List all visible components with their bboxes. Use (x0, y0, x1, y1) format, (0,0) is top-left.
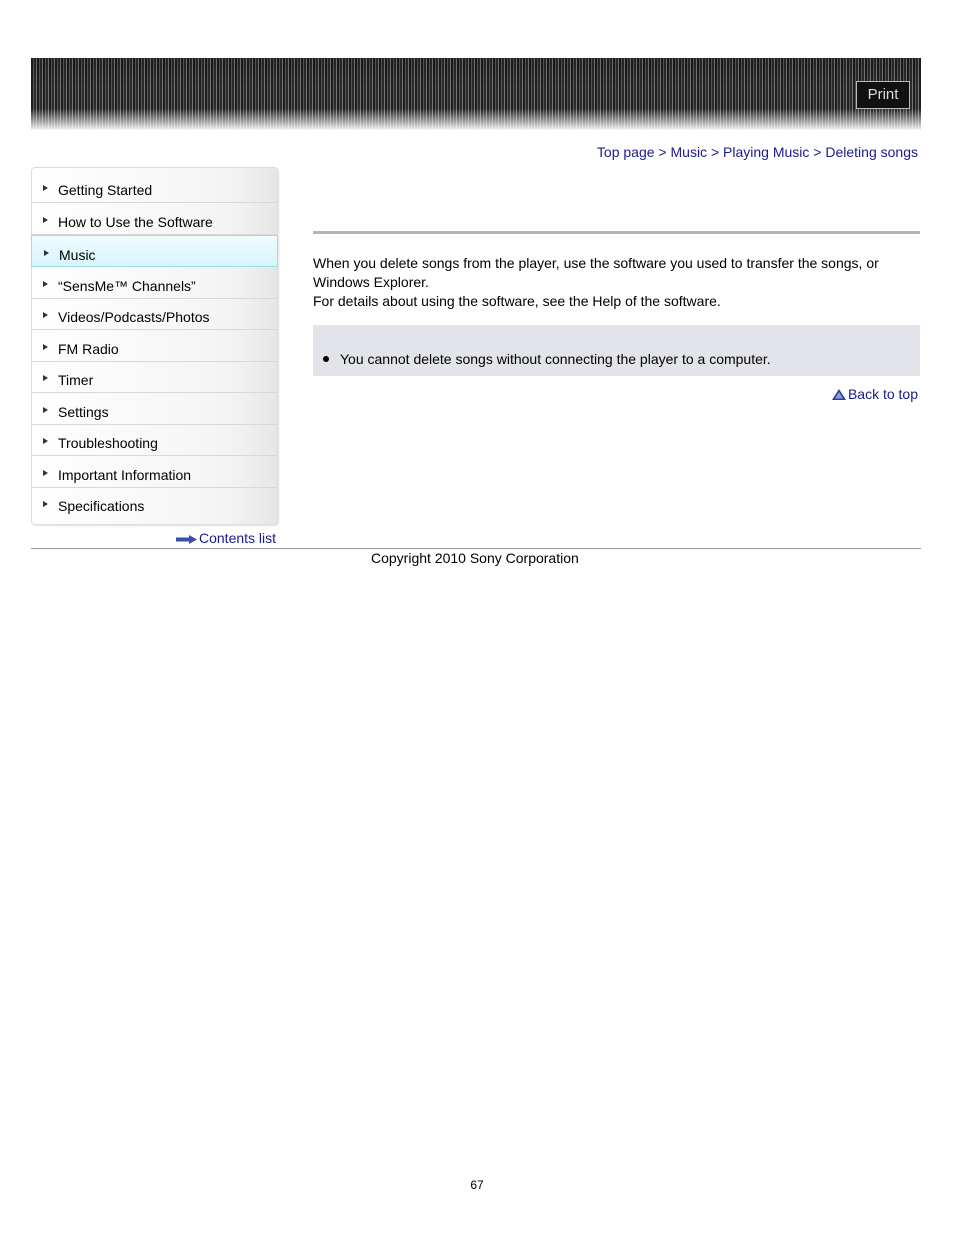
page-number: 67 (470, 1178, 484, 1192)
sidebar-item-label: FM Radio (58, 341, 119, 357)
triangle-right-icon (43, 501, 48, 507)
breadcrumb (597, 144, 918, 160)
sidebar-item-important-information[interactable] (32, 456, 277, 488)
note-box (313, 325, 920, 376)
back-to-top-label: Back to top (847, 386, 918, 402)
sidebar-item-fm-radio[interactable] (32, 330, 277, 362)
sidebar-item-label: Timer (58, 372, 94, 388)
sidebar-item-label: “SensMe™ Channels” (58, 278, 196, 294)
triangle-right-icon (43, 344, 48, 350)
sidebar-item-label: Specifications (58, 498, 145, 514)
triangle-right-icon (44, 250, 49, 256)
breadcrumb-separator: > (710, 144, 720, 160)
copyright-text: Copyright 2010 Sony Corporation (371, 550, 579, 566)
sidebar-item-label: Videos/Podcasts/Photos (58, 309, 210, 325)
note-item: You cannot delete songs without connecting the player to a computer. (340, 351, 771, 367)
sidebar-item-label: Getting Started (58, 182, 153, 198)
breadcrumb-separator: > (658, 144, 667, 160)
triangle-up-icon (832, 389, 846, 400)
breadcrumb-separator: > (813, 144, 822, 160)
breadcrumb-top-page[interactable]: Top page (596, 144, 655, 160)
triangle-right-icon (43, 438, 48, 444)
back-to-top-link[interactable] (832, 386, 918, 402)
main-body (313, 254, 920, 311)
body-paragraph: When you delete songs from the player, use the software you used to transfer the songs, or Windows Explorer. (313, 255, 879, 290)
sidebar-item-sensme-channels[interactable] (32, 267, 277, 299)
sidebar-item-label: Troubleshooting (58, 435, 158, 451)
triangle-right-icon (43, 185, 48, 191)
breadcrumb-music[interactable]: Music (670, 144, 708, 160)
triangle-right-icon (43, 407, 48, 413)
sidebar-item-label: How to Use the Software (58, 214, 213, 230)
triangle-right-icon (43, 281, 48, 287)
sidebar-nav (31, 167, 278, 525)
arrow-right-icon (176, 535, 197, 544)
breadcrumb-playing-music[interactable]: Playing Music (723, 144, 810, 160)
sidebar-item-troubleshooting[interactable] (32, 424, 277, 456)
print-button[interactable]: Print (856, 81, 910, 109)
title-divider (313, 231, 920, 234)
triangle-right-icon (43, 470, 48, 476)
sidebar-item-how-to-use-software[interactable] (32, 203, 277, 235)
triangle-right-icon (43, 312, 48, 318)
sidebar-item-specifications[interactable] (32, 487, 277, 519)
sidebar-item-label: Important Information (58, 467, 192, 483)
triangle-right-icon (43, 375, 48, 381)
breadcrumb-deleting-songs[interactable]: Deleting songs (825, 144, 918, 160)
sidebar-item-label: Settings (58, 404, 109, 420)
sidebar-item-settings[interactable] (32, 393, 277, 425)
sidebar-item-music[interactable] (31, 235, 278, 267)
body-paragraph: For details about using the software, see the Help of the software. (313, 293, 721, 309)
bullet-icon (323, 356, 329, 362)
contents-list-link[interactable] (176, 530, 276, 546)
sidebar-item-getting-started[interactable] (32, 171, 277, 203)
sidebar-item-label: Music (59, 247, 96, 263)
footer-divider (31, 548, 921, 549)
sidebar-item-timer[interactable] (32, 361, 277, 393)
header-banner (31, 58, 921, 130)
contents-list-label: Contents list (199, 530, 277, 546)
sidebar-item-videos-podcasts-photos[interactable] (32, 298, 277, 330)
triangle-right-icon (43, 217, 48, 223)
